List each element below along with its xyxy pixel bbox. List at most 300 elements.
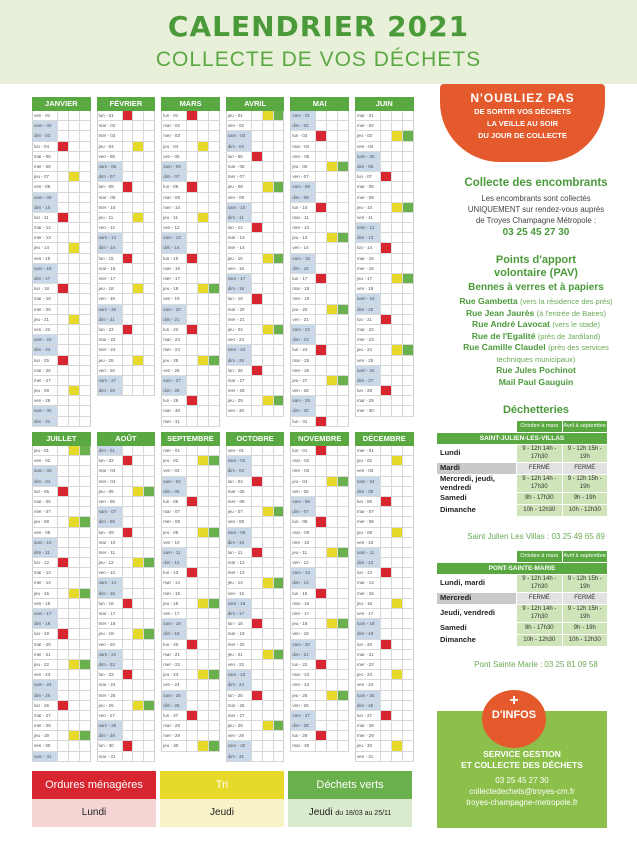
collection-cell bbox=[68, 609, 79, 618]
day-row bbox=[32, 121, 91, 131]
day-label: dim - 29 bbox=[98, 731, 122, 740]
day-row bbox=[97, 172, 156, 182]
day-row bbox=[355, 477, 414, 487]
collection-cell bbox=[391, 213, 402, 222]
collection-cell bbox=[402, 406, 413, 415]
collection-cell bbox=[68, 294, 79, 303]
collection-cell bbox=[132, 274, 143, 283]
collection-cell bbox=[337, 417, 348, 426]
collection-cell bbox=[273, 446, 284, 455]
collection-cell bbox=[402, 507, 413, 516]
ordures-menageres-mark bbox=[57, 558, 68, 567]
day-label: sam - 15 bbox=[291, 254, 315, 263]
collection-cell bbox=[143, 162, 154, 171]
day-row bbox=[97, 507, 156, 517]
collection-cell bbox=[326, 172, 337, 181]
collection-cell bbox=[132, 497, 143, 506]
day-label: ven - 12 bbox=[163, 225, 180, 231]
collection-cell bbox=[391, 507, 402, 516]
day-label: mar - 13 bbox=[227, 235, 245, 241]
day-row bbox=[161, 660, 220, 670]
collection-cell bbox=[143, 680, 154, 689]
day-label: sam - 25 bbox=[356, 691, 380, 700]
collection-cell bbox=[132, 182, 143, 191]
day-row bbox=[161, 345, 220, 355]
collection-cell bbox=[186, 538, 197, 547]
collection-cell bbox=[143, 670, 154, 679]
day-row bbox=[161, 528, 220, 538]
day-row bbox=[355, 507, 414, 517]
collection-cell bbox=[262, 711, 273, 720]
day-label: mer - 17 bbox=[98, 276, 116, 281]
day-row bbox=[355, 396, 414, 406]
day-row bbox=[161, 356, 220, 366]
day-label: mer - 20 bbox=[227, 641, 245, 647]
day-row bbox=[226, 233, 285, 243]
day-label: sam - 07 bbox=[98, 507, 122, 516]
collection-cell bbox=[79, 548, 90, 557]
collection-cell bbox=[326, 487, 337, 496]
collection-cell bbox=[132, 589, 143, 598]
day-label: lun - 15 bbox=[163, 255, 179, 261]
ordures-menageres-mark bbox=[315, 131, 326, 140]
collection-cell bbox=[68, 721, 79, 730]
collection-cell bbox=[326, 284, 337, 293]
collection-cell bbox=[391, 466, 402, 475]
collection-cell bbox=[402, 152, 413, 161]
collection-cell bbox=[380, 629, 391, 638]
service-name bbox=[437, 749, 607, 771]
collection-cell bbox=[68, 558, 79, 567]
collection-cell bbox=[251, 578, 262, 587]
collection-cell bbox=[402, 172, 413, 181]
collection-cell bbox=[315, 528, 326, 537]
day-row bbox=[355, 356, 414, 366]
collection-cell bbox=[391, 284, 402, 293]
day-row bbox=[97, 233, 156, 243]
collection-cell bbox=[391, 660, 402, 669]
day-label: mar - 21 bbox=[356, 651, 374, 657]
day-row bbox=[97, 213, 156, 223]
collection-cell bbox=[273, 589, 284, 598]
collection-cell bbox=[57, 538, 68, 547]
collection-cell bbox=[391, 182, 402, 191]
collection-cell bbox=[57, 477, 68, 486]
collection-cell bbox=[380, 264, 391, 273]
day-label: mar - 20 bbox=[227, 306, 245, 312]
service-website-link[interactable]: troyes-champagne-metropole.fr bbox=[466, 798, 578, 807]
day-label: jeu - 01 bbox=[34, 448, 50, 453]
collection-cell bbox=[337, 223, 348, 232]
day-label: dim - 08 bbox=[98, 517, 122, 526]
day-row bbox=[290, 223, 349, 233]
day-label: dim - 17 bbox=[33, 274, 57, 283]
day-row bbox=[226, 213, 285, 223]
collection-cell bbox=[132, 721, 143, 730]
day-label: ven - 15 bbox=[34, 255, 51, 261]
collection-cell bbox=[197, 640, 208, 649]
collection-cell bbox=[143, 223, 154, 232]
day-label: ven - 24 bbox=[356, 682, 374, 688]
ordures-menageres-mark bbox=[57, 701, 68, 710]
street-name: Rue de l'Egalité bbox=[471, 330, 538, 341]
day-label: sam - 30 bbox=[227, 741, 251, 750]
day-row bbox=[290, 528, 349, 538]
day-label: mer - 11 bbox=[98, 549, 116, 555]
tri-mark bbox=[68, 386, 79, 395]
collection-cell bbox=[251, 172, 262, 181]
collection-cell bbox=[57, 568, 68, 577]
collection-cell bbox=[251, 121, 262, 130]
collection-cell bbox=[68, 264, 79, 273]
collection-cell bbox=[143, 660, 154, 669]
day-label: mar - 15 bbox=[356, 255, 374, 261]
collection-cell bbox=[143, 650, 154, 659]
tri-mark bbox=[197, 670, 208, 679]
collection-cell bbox=[315, 721, 326, 730]
header bbox=[0, 0, 637, 84]
tri-mark bbox=[391, 528, 402, 537]
collection-cell bbox=[337, 213, 348, 222]
day-row bbox=[290, 376, 349, 386]
collection-cell bbox=[402, 325, 413, 334]
collection-cell bbox=[262, 406, 273, 415]
collection-cell bbox=[132, 264, 143, 273]
collection-cell bbox=[122, 193, 133, 202]
collection-cell bbox=[79, 477, 90, 486]
collection-cell bbox=[208, 203, 219, 212]
collection-cell bbox=[380, 152, 391, 161]
collection-cell bbox=[262, 619, 273, 628]
day-row bbox=[226, 599, 285, 609]
hours-winter: FERMÉ bbox=[517, 463, 561, 474]
collection-cell bbox=[402, 223, 413, 232]
collection-cell bbox=[326, 243, 337, 252]
collection-cell bbox=[337, 243, 348, 252]
collection-cell bbox=[132, 691, 143, 700]
collection-cell bbox=[380, 335, 391, 344]
day-label: sam - 01 bbox=[291, 111, 315, 120]
collection-cell bbox=[251, 243, 262, 252]
collection-cell bbox=[208, 558, 219, 567]
day-label: mar - 22 bbox=[356, 326, 374, 332]
collection-cell bbox=[208, 386, 219, 395]
day-row bbox=[290, 558, 349, 568]
day-row bbox=[355, 640, 414, 650]
collection-cell bbox=[273, 162, 284, 171]
collection-cell bbox=[262, 294, 273, 303]
day-row bbox=[97, 599, 156, 609]
day-label: mar - 06 bbox=[227, 163, 245, 169]
day-label: sam - 11 bbox=[356, 548, 380, 557]
collection-cell bbox=[122, 152, 133, 161]
collection-cell bbox=[143, 691, 154, 700]
collection-cell bbox=[132, 243, 143, 252]
day-row bbox=[355, 274, 414, 284]
collection-cell bbox=[391, 711, 402, 720]
day-label: jeu - 23 bbox=[356, 672, 372, 678]
month-header: AOÛT bbox=[97, 432, 156, 446]
collection-cell bbox=[326, 558, 337, 567]
day-label: dim - 02 bbox=[291, 121, 315, 130]
day-row bbox=[226, 497, 285, 507]
collection-cell bbox=[337, 345, 348, 354]
day-row bbox=[290, 701, 349, 711]
collection-cell bbox=[68, 568, 79, 577]
collection-cell bbox=[132, 619, 143, 628]
day-row bbox=[97, 142, 156, 152]
dechets-verts-mark bbox=[273, 650, 284, 659]
tri-mark bbox=[197, 356, 208, 365]
collection-cell bbox=[57, 680, 68, 689]
collection-cell bbox=[79, 121, 90, 130]
day-label: sam - 27 bbox=[98, 376, 122, 385]
day-row bbox=[32, 497, 91, 507]
day-label: sam - 23 bbox=[33, 335, 57, 344]
day-label: dim - 05 bbox=[162, 487, 186, 496]
day-row bbox=[161, 142, 220, 152]
collection-cell bbox=[326, 721, 337, 730]
day-row bbox=[355, 680, 414, 690]
collection-cell bbox=[122, 619, 133, 628]
collection-cell bbox=[132, 731, 143, 740]
day-label: sam - 09 bbox=[227, 528, 251, 537]
day-row bbox=[161, 193, 220, 203]
day-label: ven - 30 bbox=[227, 408, 245, 414]
collection-cell bbox=[262, 386, 273, 395]
day-label: lun - 02 bbox=[98, 458, 114, 464]
day-row bbox=[32, 254, 91, 264]
day-row bbox=[355, 568, 414, 578]
collection-cell bbox=[391, 517, 402, 526]
collection-cell bbox=[337, 406, 348, 415]
collection-cell bbox=[380, 284, 391, 293]
day-row bbox=[355, 264, 414, 274]
collection-cell bbox=[132, 315, 143, 324]
street-name: Rue Camille Claudel bbox=[463, 342, 549, 352]
day-label: lun - 22 bbox=[292, 661, 308, 667]
collection-cell bbox=[262, 752, 273, 761]
collection-cell bbox=[391, 396, 402, 405]
collection-cell bbox=[79, 456, 90, 465]
collection-cell bbox=[326, 152, 337, 161]
day-row bbox=[290, 233, 349, 243]
collection-cell bbox=[251, 325, 262, 334]
collection-cell bbox=[122, 366, 133, 375]
collection-cell bbox=[251, 162, 262, 171]
collection-cell bbox=[402, 284, 413, 293]
day-row bbox=[32, 619, 91, 629]
dechets-verts-mark bbox=[273, 396, 284, 405]
day-row bbox=[32, 711, 91, 721]
day-row bbox=[32, 193, 91, 203]
collection-cell bbox=[391, 121, 402, 130]
day-row bbox=[32, 386, 91, 396]
collection-cell bbox=[79, 487, 90, 496]
day-label: mer - 14 bbox=[227, 245, 245, 251]
day-label: mer - 23 bbox=[356, 337, 374, 343]
day-label: mar - 26 bbox=[34, 367, 51, 373]
day-label: dim - 18 bbox=[227, 284, 251, 293]
dechets-verts-mark bbox=[273, 254, 284, 263]
day-row bbox=[97, 528, 156, 538]
collection-cell bbox=[197, 162, 208, 171]
collection-cell bbox=[337, 335, 348, 344]
day-row bbox=[32, 589, 91, 599]
collection-cell bbox=[122, 264, 133, 273]
collection-cell bbox=[197, 517, 208, 526]
day-row bbox=[226, 731, 285, 741]
day-label: mar - 27 bbox=[34, 712, 51, 718]
collection-cell bbox=[122, 213, 133, 222]
day-row bbox=[97, 315, 156, 325]
ordures-menageres-mark bbox=[251, 152, 262, 161]
day-label: lun - 27 bbox=[356, 712, 372, 718]
day-label: ven - 22 bbox=[227, 661, 245, 667]
day-row bbox=[226, 578, 285, 588]
collection-cell bbox=[68, 456, 79, 465]
ordures-menageres-mark bbox=[315, 589, 326, 598]
collection-cell bbox=[132, 366, 143, 375]
day-label: sam - 17 bbox=[33, 609, 57, 618]
collection-cell bbox=[402, 721, 413, 730]
collection-cell bbox=[315, 477, 326, 486]
day-label: lun - 09 bbox=[98, 529, 114, 535]
collection-cell bbox=[68, 417, 79, 426]
collection-cell bbox=[68, 254, 79, 263]
day-label: sam - 10 bbox=[227, 203, 251, 212]
collection-cell bbox=[79, 172, 90, 181]
ordures-menageres-mark bbox=[122, 182, 133, 191]
collection-cell bbox=[315, 243, 326, 252]
collection-cell bbox=[143, 517, 154, 526]
day-row bbox=[32, 131, 91, 141]
collection-cell bbox=[208, 609, 219, 618]
collection-cell bbox=[143, 548, 154, 557]
day-label: dim - 21 bbox=[291, 650, 315, 659]
day-row bbox=[355, 548, 414, 558]
ordures-menageres-mark bbox=[122, 111, 133, 120]
collection-cell bbox=[326, 660, 337, 669]
collection-cell bbox=[391, 589, 402, 598]
collection-cell bbox=[337, 356, 348, 365]
day-label: mar - 31 bbox=[98, 753, 116, 759]
collection-cell bbox=[208, 538, 219, 547]
collection-cell bbox=[208, 142, 219, 151]
collection-cell bbox=[57, 294, 68, 303]
collection-cell bbox=[122, 680, 133, 689]
tri-mark bbox=[197, 528, 208, 537]
day-row bbox=[161, 172, 220, 182]
day-row bbox=[97, 264, 156, 274]
collection-cell bbox=[197, 680, 208, 689]
collection-cell bbox=[68, 131, 79, 140]
collection-cell bbox=[337, 517, 348, 526]
day-row bbox=[161, 284, 220, 294]
collection-cell bbox=[132, 121, 143, 130]
day-label: jeu - 03 bbox=[356, 133, 372, 139]
collection-cell bbox=[143, 121, 154, 130]
day-row bbox=[226, 752, 285, 762]
day-label: mar - 23 bbox=[98, 337, 116, 343]
day-row bbox=[161, 578, 220, 588]
collection-cell bbox=[68, 640, 79, 649]
day-label: mer - 16 bbox=[356, 265, 374, 271]
day-row bbox=[226, 284, 285, 294]
collection-cell bbox=[208, 477, 219, 486]
tri-mark bbox=[197, 213, 208, 222]
collection-cell bbox=[57, 325, 68, 334]
day-label: mer - 10 bbox=[163, 204, 180, 210]
collection-cell bbox=[380, 558, 391, 567]
collection-cell bbox=[122, 284, 133, 293]
collection-cell bbox=[326, 111, 337, 120]
collection-cell bbox=[262, 660, 273, 669]
collection-cell bbox=[262, 487, 273, 496]
month-column bbox=[97, 97, 156, 427]
month-column bbox=[32, 97, 91, 427]
day-label: dim - 03 bbox=[33, 131, 57, 140]
collection-cell bbox=[57, 660, 68, 669]
street-item bbox=[436, 319, 636, 331]
day-row bbox=[355, 142, 414, 152]
day-label: mar - 09 bbox=[163, 194, 180, 200]
day-row bbox=[32, 417, 91, 427]
day-label: mer - 01 bbox=[356, 448, 374, 453]
day-label: ven - 05 bbox=[163, 153, 180, 159]
street-note: (à l'entrée de Baires) bbox=[536, 308, 607, 318]
day-row bbox=[32, 356, 91, 366]
day-label: lun - 20 bbox=[356, 641, 372, 647]
day-label: mar - 05 bbox=[34, 153, 51, 159]
collection-cell bbox=[197, 366, 208, 375]
encombrants-phone: 03 25 45 27 30 bbox=[502, 227, 570, 238]
collection-cell bbox=[391, 366, 402, 375]
collection-cell bbox=[380, 528, 391, 537]
collection-cell bbox=[315, 466, 326, 475]
collection-cell bbox=[132, 386, 143, 395]
day-row bbox=[226, 182, 285, 192]
collection-cell bbox=[57, 528, 68, 537]
collection-cell bbox=[68, 142, 79, 151]
collection-cell bbox=[132, 305, 143, 314]
collection-cell bbox=[197, 193, 208, 202]
encombrants-line: Les encombrants sont collectés bbox=[481, 194, 591, 203]
collection-cell bbox=[380, 446, 391, 455]
collection-cell bbox=[326, 203, 337, 212]
day-label: lun - 31 bbox=[292, 418, 308, 424]
day-label: sam - 26 bbox=[356, 366, 380, 375]
day-label: sam - 25 bbox=[162, 691, 186, 700]
collection-cell bbox=[380, 517, 391, 526]
collection-cell bbox=[122, 721, 133, 730]
legend-day: Lundi bbox=[32, 799, 156, 827]
day-row bbox=[161, 538, 220, 548]
ordures-menageres-mark bbox=[186, 325, 197, 334]
day-label: lun - 19 bbox=[34, 631, 50, 637]
collection-cell bbox=[122, 376, 133, 385]
day-row bbox=[32, 456, 91, 466]
collection-cell bbox=[143, 315, 154, 324]
season-header-winter: Octobre à mars bbox=[517, 421, 561, 432]
collection-cell bbox=[315, 406, 326, 415]
collection-cell bbox=[197, 182, 208, 191]
service-email-link[interactable]: collectedechets@troyes-cm.fr bbox=[469, 787, 575, 796]
collection-cell bbox=[197, 691, 208, 700]
ordures-menageres-mark bbox=[57, 142, 68, 151]
collection-cell bbox=[315, 629, 326, 638]
collection-cell bbox=[380, 548, 391, 557]
